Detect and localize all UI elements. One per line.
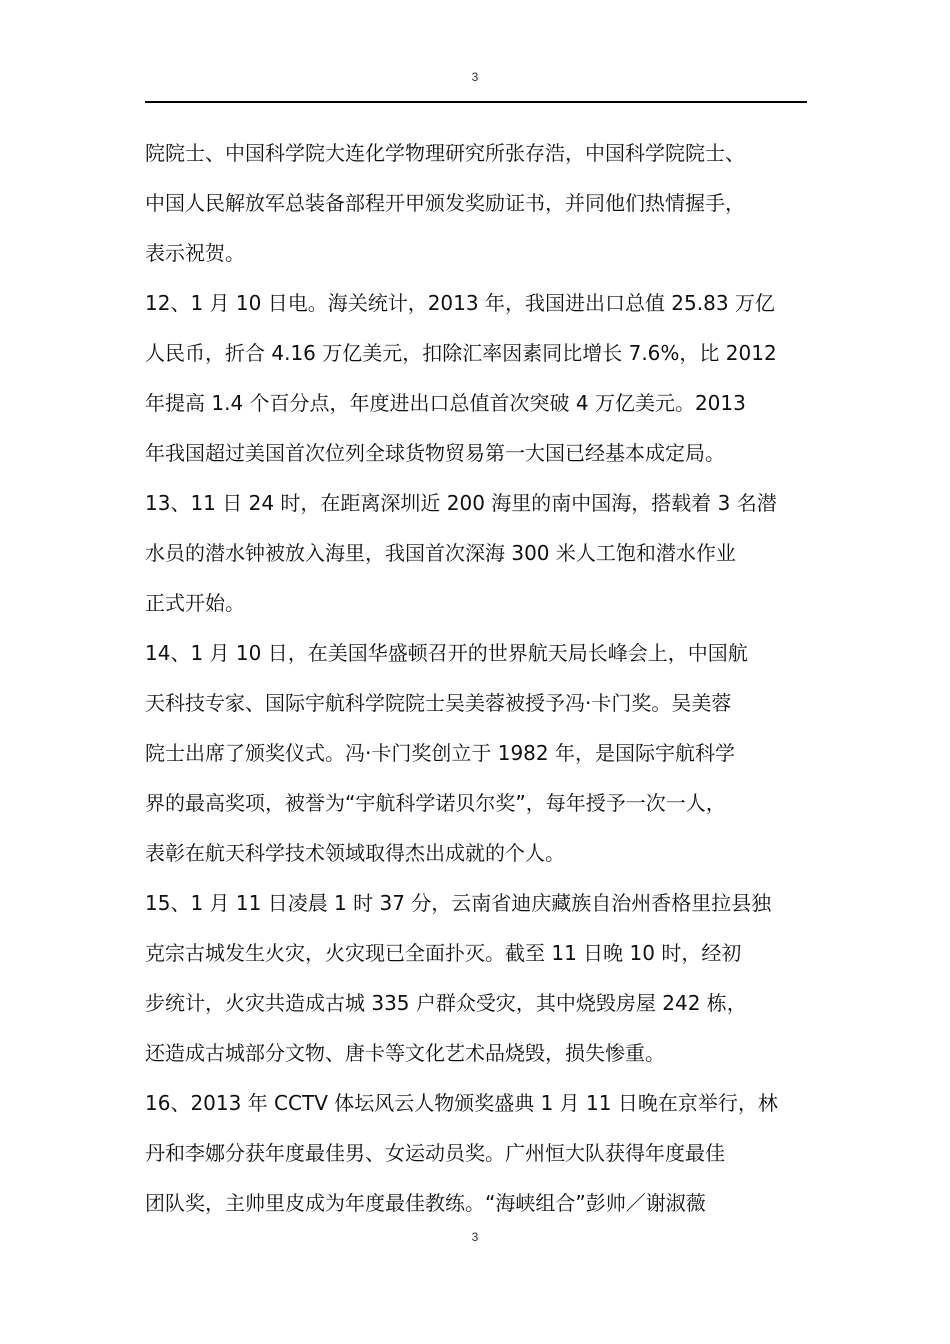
text-line: 步统计，火灾共造成古城 335 户群众受灾，其中烧毁房屋 242 栋，: [145, 991, 747, 1015]
text-line: 水员的潜水钟被放入海里，我国首次深海 300 米人工饱和潜水作业: [145, 541, 736, 565]
text-line: 正式开始。: [145, 591, 245, 615]
text-line: 表示祝贺。: [145, 241, 245, 265]
text-line: 团队奖，主帅里皮成为年度最佳教练。“海峡组合”彭帅／谢淑薇: [145, 1191, 706, 1215]
text-line: 15、1 月 11 日凌晨 1 时 37 分，云南省迪庆藏族自治州香格里拉县独: [145, 891, 772, 915]
document-body: [145, 128, 809, 1228]
text-line: 12、1 月 10 日电。海关统计，2013 年，我国进出口总值 25.83 万亿: [145, 291, 775, 315]
page-number-bottom: 3: [471, 1230, 479, 1244]
text-line: 中国人民解放军总装备部程开甲颁发奖励证书，并同他们热情握手，: [145, 191, 745, 215]
page-number-top: 3: [471, 70, 479, 84]
text-line: 丹和李娜分获年度最佳男、女运动员奖。广州恒大队获得年度最佳: [145, 1141, 725, 1165]
text-line: 还造成古城部分文物、唐卡等文化艺术品烧毁，损失惨重。: [145, 1041, 665, 1065]
text-line: 年提高 1.4 个百分点，年度进出口总值首次突破 4 万亿美元。2013: [145, 391, 746, 415]
text-line: 表彰在航天科学技术领域取得杰出成就的个人。: [145, 841, 565, 865]
text-line: 院院士、中国科学院大连化学物理研究所张存浩，中国科学院院士、: [145, 141, 745, 165]
text-line: 14、1 月 10 日，在美国华盛顿召开的世界航天局长峰会上，中国航: [145, 641, 748, 665]
text-line: 年我国超过美国首次位列全球货物贸易第一大国已经基本成定局。: [145, 441, 725, 465]
text-line: 克宗古城发生火灾，火灾现已全面扑灭。截至 11 日晚 10 时，经初: [145, 941, 742, 965]
text-line: 13、11 日 24 时，在距离深圳近 200 海里的南中国海，搭载着 3 名潜: [145, 491, 777, 515]
text-line: 界的最高奖项，被誉为“宇航科学诺贝尔奖”，每年授予一次一人，: [145, 791, 726, 815]
header-rule: [145, 101, 807, 103]
text-line: 天科技专家、国际宇航科学院院士吴美蓉被授予冯·卡门奖。吴美蓉: [145, 691, 732, 715]
text-line: 人民币，折合 4.16 万亿美元，扣除汇率因素同比增长 7.6%，比 2012: [145, 341, 777, 365]
text-line: 院士出席了颁奖仪式。冯·卡门奖创立于 1982 年，是国际宇航科学: [145, 741, 735, 765]
text-line: 16、2013 年 CCTV 体坛风云人物颁奖盛典 1 月 11 日晚在京举行，林: [145, 1091, 778, 1115]
